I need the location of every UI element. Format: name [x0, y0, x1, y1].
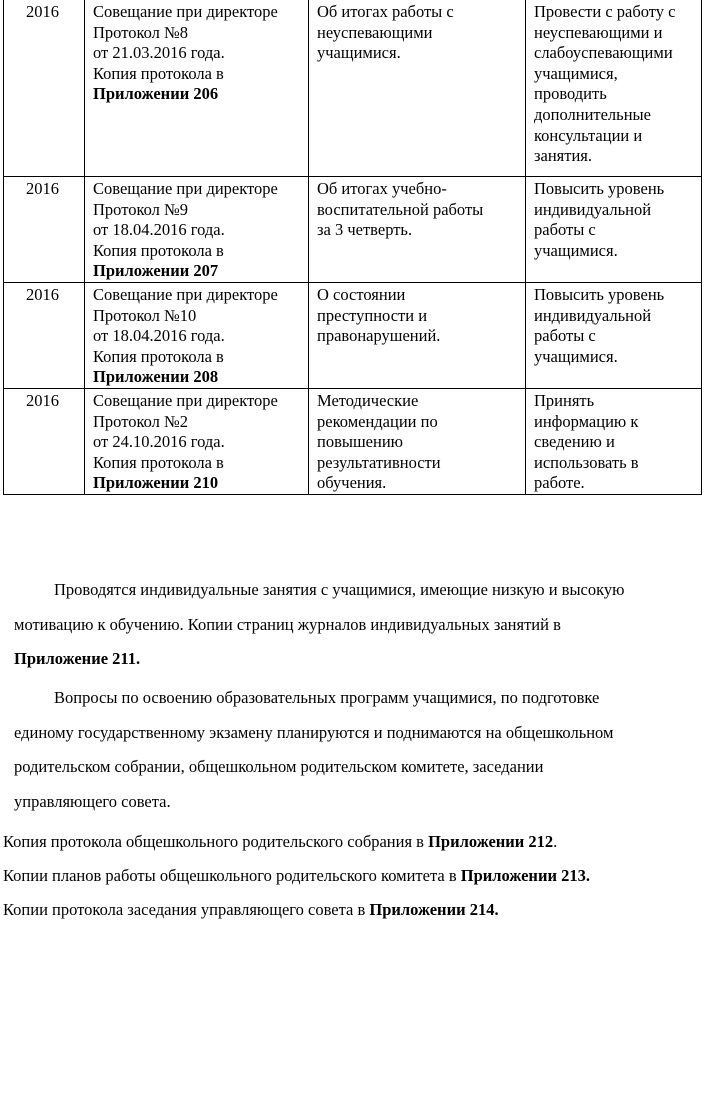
decision-cell	[526, 282, 702, 388]
reference-text: Копии планов работы общешкольного родительского комитета в	[3, 866, 461, 885]
decision-line: консультации и	[534, 125, 643, 145]
decision-line: занятия.	[534, 146, 593, 166]
meeting-name: Совещание при директоре	[93, 179, 278, 198]
copy-text: Копия протокола в	[93, 63, 224, 83]
appendix-ref: Приложении 213.	[460, 866, 590, 885]
topic-line: О состоянии	[317, 284, 406, 304]
paragraph-text: Вопросы по освоению образовательных программ учащимися, по подготовке	[54, 688, 600, 707]
topic-line: рекомендации по	[317, 411, 438, 431]
protocol-date: от 18.04.2016 года.	[93, 326, 225, 346]
decision-line: слабоуспевающими	[534, 43, 673, 63]
decision-line: работы с	[534, 326, 596, 346]
paragraph-text: мотивацию к обучению. Копии страниц журналов индивидуальных занятий в	[14, 614, 561, 634]
decision-line: учащимися.	[534, 240, 618, 260]
appendix-ref: Приложении 214.	[369, 900, 499, 919]
paragraph-text: Проводятся индивидуальные занятия с учащимися, имеющие низкую и высокую	[54, 580, 625, 599]
table-row	[4, 388, 702, 494]
paragraph-text: управляющего совета.	[14, 791, 171, 811]
decision-line: Повысить уровень	[534, 284, 665, 304]
decision-line: Повысить уровень	[534, 179, 665, 198]
copy-text: Копия протокола в	[93, 346, 224, 366]
table-row	[4, 177, 702, 283]
protocol-number: Протокол №8	[93, 22, 189, 42]
topic-cell	[309, 0, 526, 177]
copy-text: Копия протокола в	[93, 452, 224, 472]
decision-line: учащимися,	[534, 63, 618, 83]
protocol-date: от 18.04.2016 года.	[93, 220, 225, 240]
topic-line: за 3 четверть.	[317, 220, 413, 240]
paragraph-text: родительском собрании, общешкольном родительском комитете, заседании	[14, 757, 544, 776]
decision-line: использовать в	[534, 452, 639, 472]
decision-line: дополнительные	[534, 104, 651, 124]
meeting-cell	[85, 282, 309, 388]
decision-line: учащимися.	[534, 346, 618, 366]
decision-cell	[526, 0, 702, 177]
reference-line	[3, 859, 701, 893]
decision-line: Провести с работу с	[534, 2, 676, 21]
appendix-ref: Приложении 207	[93, 261, 219, 281]
protocol-date: от 24.10.2016 года.	[93, 432, 225, 452]
table-row	[4, 282, 702, 388]
meeting-cell	[85, 388, 309, 494]
decision-cell	[526, 388, 702, 494]
protocol-date: от 21.03.2016 года.	[93, 43, 225, 63]
appendix-ref: Приложении 210	[93, 473, 219, 493]
appendix-ref: Приложении 206	[93, 84, 219, 104]
reference-line	[3, 825, 701, 859]
protocol-number: Протокол №9	[93, 199, 189, 219]
paragraph-programs	[14, 681, 700, 819]
decision-line: индивидуальной	[534, 199, 652, 219]
paragraph-text: единому государственному экзамену планируются и поднимаются на общешкольном	[14, 722, 614, 742]
table-row	[4, 0, 702, 177]
decision-line: работе.	[534, 473, 585, 493]
topic-line: учащимися.	[317, 43, 401, 63]
decision-line: неуспевающими и	[534, 22, 663, 42]
topic-line: преступности и	[317, 305, 428, 325]
decision-line: сведению и	[534, 432, 615, 452]
decision-line: проводить	[534, 84, 607, 104]
topic-line: правонарушений.	[317, 326, 441, 346]
appendix-ref: Приложении 212	[428, 832, 554, 851]
topic-line: Об итогах учебно-	[317, 179, 447, 198]
year-cell: 2016	[4, 282, 85, 388]
decision-line: индивидуальной	[534, 305, 652, 325]
decision-line: работы с	[534, 220, 596, 240]
copy-text: Копия протокола в	[93, 240, 224, 260]
decision-line: информацию к	[534, 411, 639, 431]
meeting-name: Совещание при директоре	[93, 2, 278, 21]
reference-line	[3, 893, 701, 927]
topic-cell	[309, 388, 526, 494]
topic-line: Методические	[317, 390, 419, 410]
meeting-name: Совещание при директоре	[93, 284, 278, 304]
topic-line: воспитательной работы	[317, 199, 484, 219]
topic-line: неуспевающими	[317, 22, 433, 42]
decision-line: Принять	[534, 390, 595, 410]
decision-cell	[526, 177, 702, 283]
reference-text: Копия протокола общешкольного родительского собрания в	[3, 832, 429, 851]
year-cell: 2016	[4, 177, 85, 283]
appendix-ref: Приложении 208	[93, 367, 219, 387]
appendix-ref: Приложение 211.	[14, 649, 141, 668]
topic-cell	[309, 177, 526, 283]
meeting-name: Совещание при директоре	[93, 390, 278, 410]
topic-cell	[309, 282, 526, 388]
protocols-table	[3, 0, 702, 495]
protocol-number: Протокол №2	[93, 411, 189, 431]
topic-line: повышению	[317, 432, 403, 452]
topic-line: обучения.	[317, 473, 387, 493]
reference-text: Копии протокола заседания управляющего совета в	[3, 900, 370, 919]
topic-line: Об итогах работы с	[317, 2, 454, 21]
reference-tail: .	[553, 832, 558, 851]
topic-line: результативности	[317, 452, 441, 472]
year-cell: 2016	[4, 388, 85, 494]
paragraph-individual-lessons	[14, 573, 700, 677]
appendix-references	[3, 825, 701, 927]
protocol-number: Протокол №10	[93, 305, 197, 325]
meeting-cell	[85, 0, 309, 177]
meeting-cell	[85, 177, 309, 283]
year-cell: 2016	[4, 0, 85, 177]
